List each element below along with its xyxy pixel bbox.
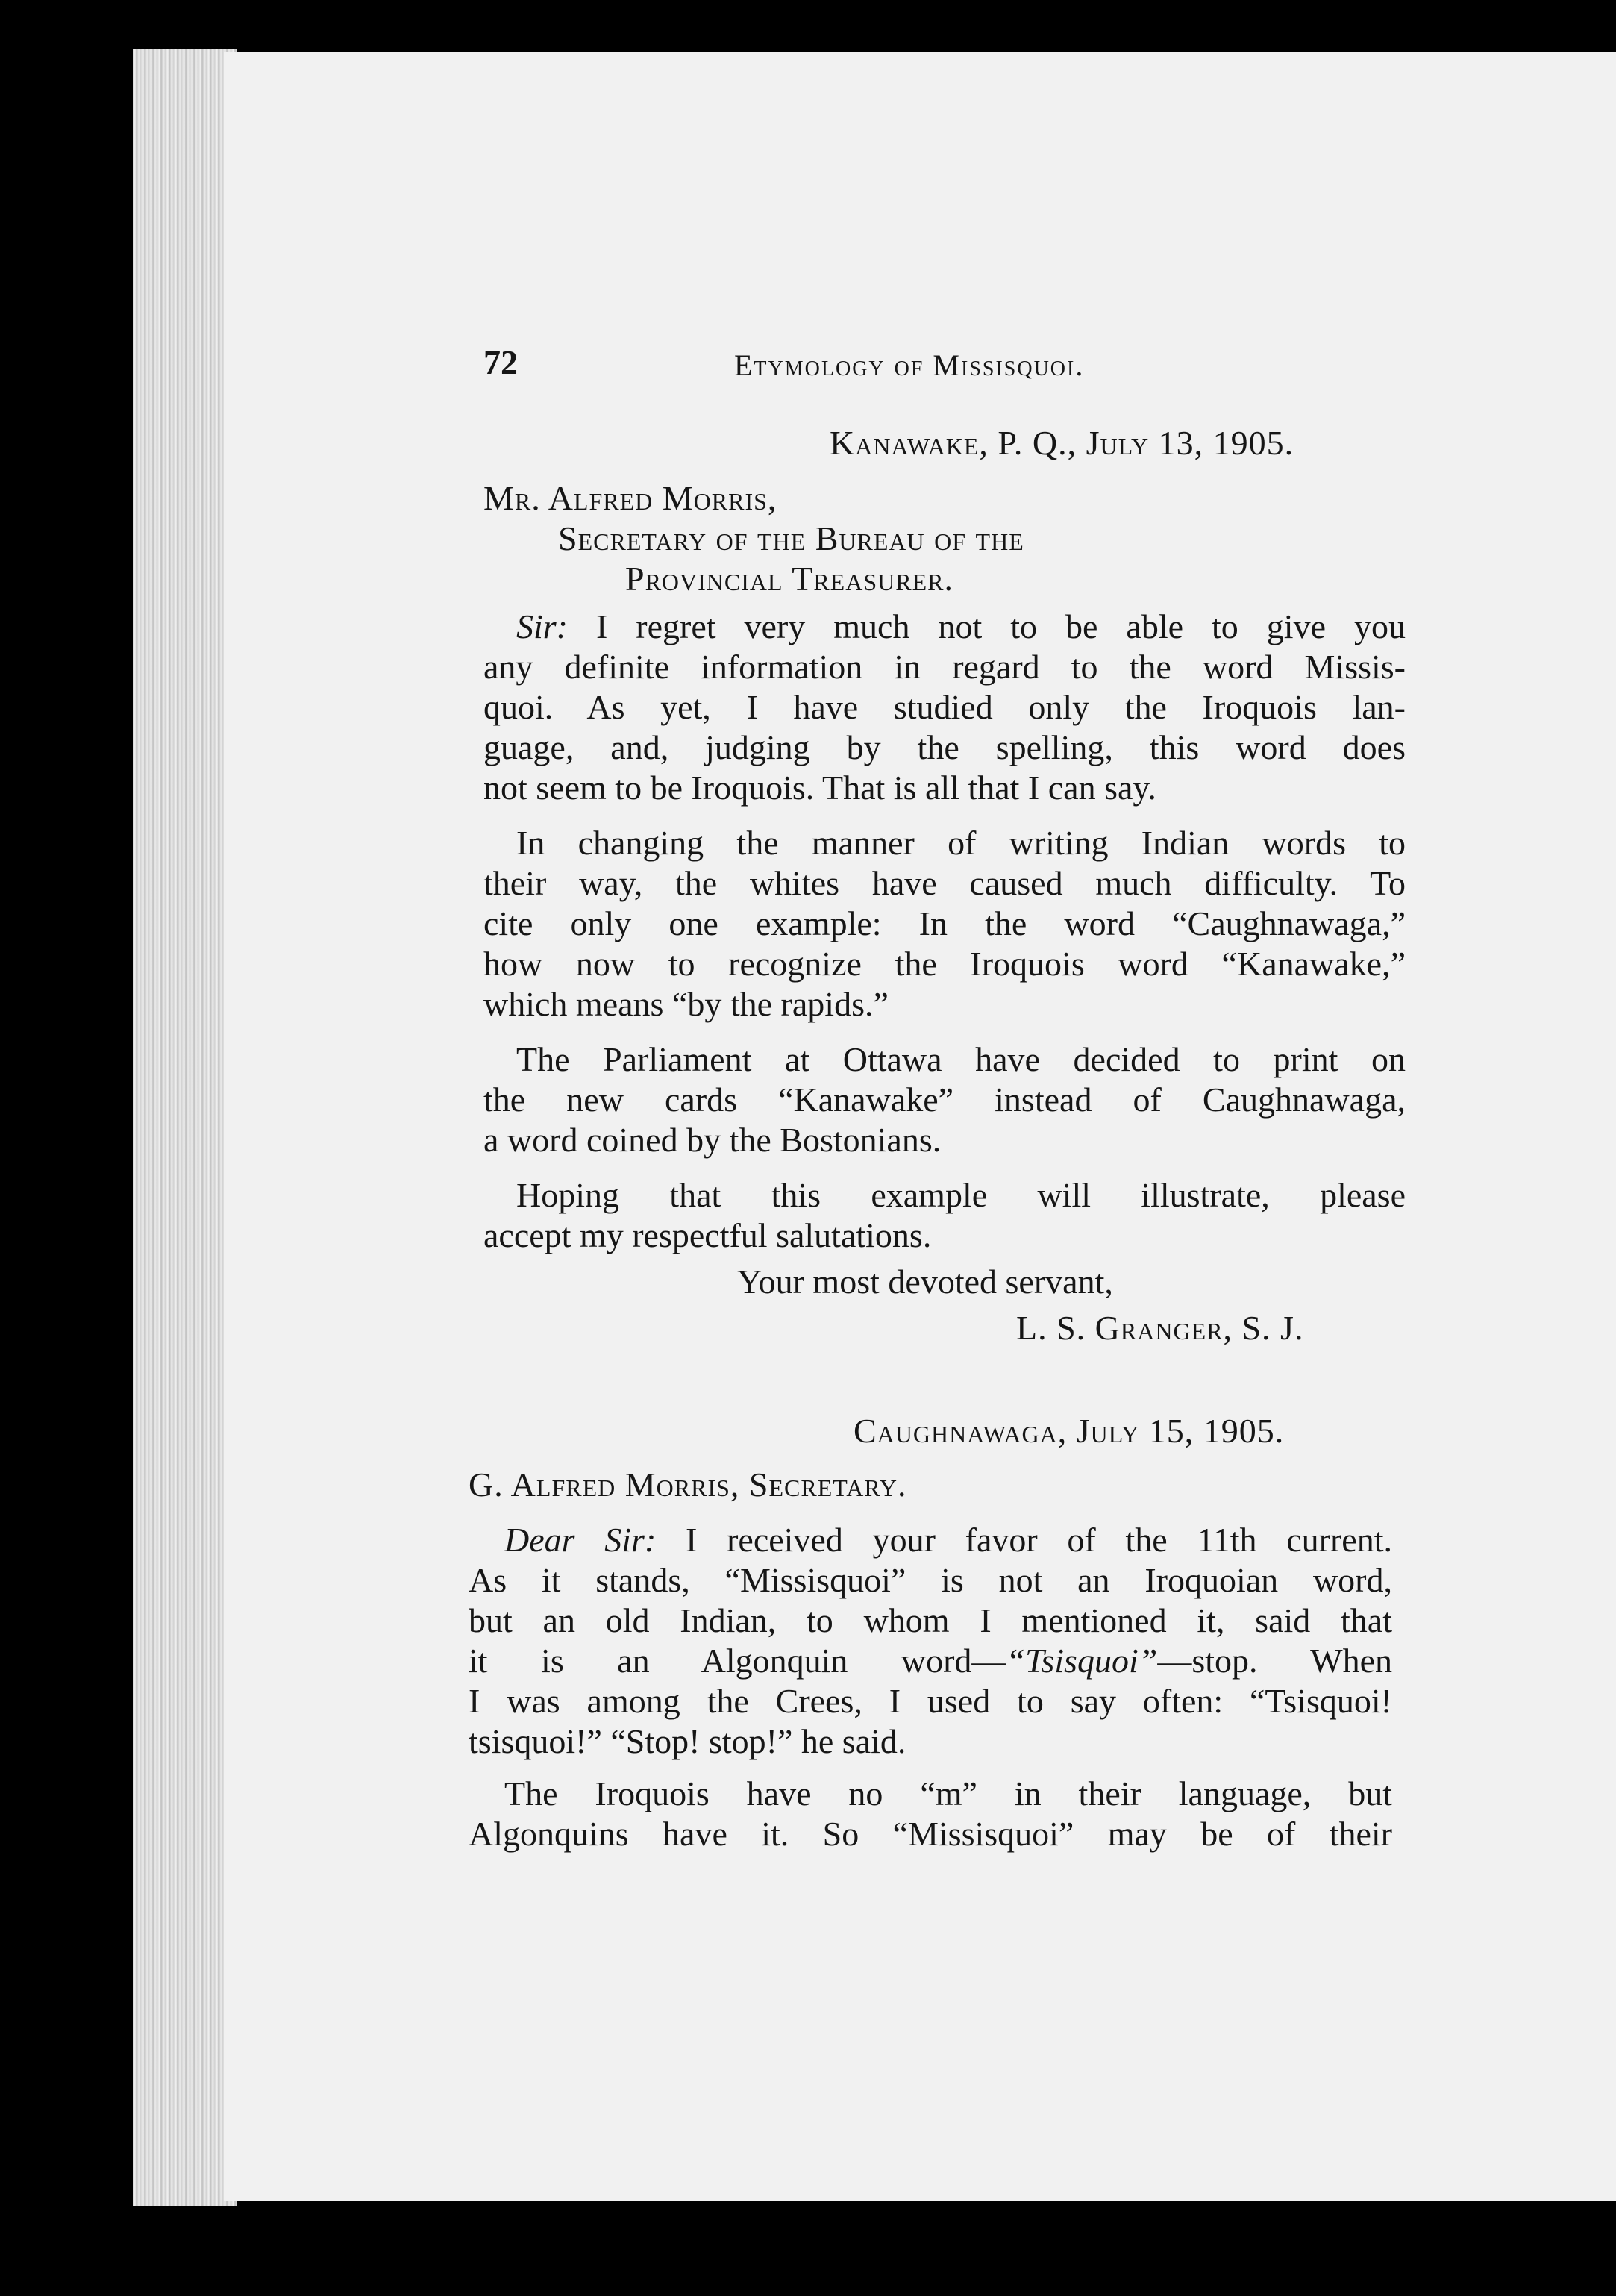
letter2-line: Algonquins have it. So “Missisquoi” may be of their xyxy=(469,1815,1392,1853)
letter1-recipient-office: Provincial Treasurer. xyxy=(625,560,953,598)
page-edge xyxy=(133,49,237,2206)
letter2-line: The Iroquois have no “m” in their language, but xyxy=(504,1774,1392,1812)
letter1-recipient-title: Secretary of the Bureau of the xyxy=(558,519,1024,557)
letter1-line: In changing the manner of writing Indian words to xyxy=(516,824,1406,862)
page-number: 72 xyxy=(483,343,518,381)
letter2-line: tsisquoi!” “Stop! stop!” he said. xyxy=(469,1722,906,1760)
letter2-recipient: G. Alfred Morris, Secretary. xyxy=(469,1466,907,1504)
letter2-line: but an old Indian, to whom I mentioned it, said that xyxy=(469,1601,1392,1639)
letter2-salutation: Dear Sir: xyxy=(504,1521,657,1559)
letter1-line: The Parliament at Ottawa have decided to print on xyxy=(516,1040,1406,1078)
letter2-line xyxy=(504,1519,1392,1561)
letter1-line: quoi. As yet, I have studied only the Iroquois lan- xyxy=(483,688,1406,726)
letter2-line: As it stands, “Missisquoi” is not an Iroquoian word, xyxy=(469,1561,1392,1599)
letter1-line: how now to recognize the Iroquois word “Kanawake,” xyxy=(483,945,1406,983)
letter2-text: it is an Algonquin word— xyxy=(469,1642,1006,1680)
letter1-recipient-name: Mr. Alfred Morris, xyxy=(483,479,777,517)
letter1-salutation: Sir: xyxy=(516,607,568,645)
letter2-italic-word: “Tsisquoi” xyxy=(1006,1642,1158,1680)
letter1-text: I regret very much not to be able to give you xyxy=(568,607,1406,645)
letter1-line: any definite information in regard to the word Missis- xyxy=(483,648,1406,686)
letter1-signature: L. S. Granger, S. J. xyxy=(1016,1309,1304,1347)
running-title: Etymology of Missisquoi. xyxy=(734,348,1085,382)
letter1-dateline: Kanawake, P. Q., July 13, 1905. xyxy=(830,424,1294,462)
letter2-line: I was among the Crees, I used to say often: “Tsisquoi! xyxy=(469,1682,1392,1720)
letter1-line xyxy=(516,606,1406,648)
letter1-line: guage, and, judging by the spelling, this word does xyxy=(483,728,1406,766)
letter1-line: a word coined by the Bostonians. xyxy=(483,1121,942,1159)
letter2-dateline: Caughnawaga, July 15, 1905. xyxy=(854,1412,1285,1450)
letter1-line: not seem to be Iroquois. That is all that I can say. xyxy=(483,769,1156,807)
letter1-closing: Your most devoted servant, xyxy=(737,1263,1113,1301)
letter1-line: the new cards “Kanawake” instead of Caughnawaga, xyxy=(483,1080,1406,1119)
letter1-line: their way, the whites have caused much difficulty. To xyxy=(483,864,1406,902)
letter2-text: —stop. When xyxy=(1157,1642,1392,1680)
letter2-line xyxy=(469,1640,1392,1682)
letter1-line: which means “by the rapids.” xyxy=(483,985,889,1023)
letter1-line: Hoping that this example will illustrate, please xyxy=(516,1176,1406,1214)
letter1-line: accept my respectful salutations. xyxy=(483,1216,932,1254)
letter1-line: cite only one example: In the word “Caughnawaga,” xyxy=(483,904,1406,942)
letter2-text: I received your favor of the 11th current. xyxy=(656,1521,1392,1559)
